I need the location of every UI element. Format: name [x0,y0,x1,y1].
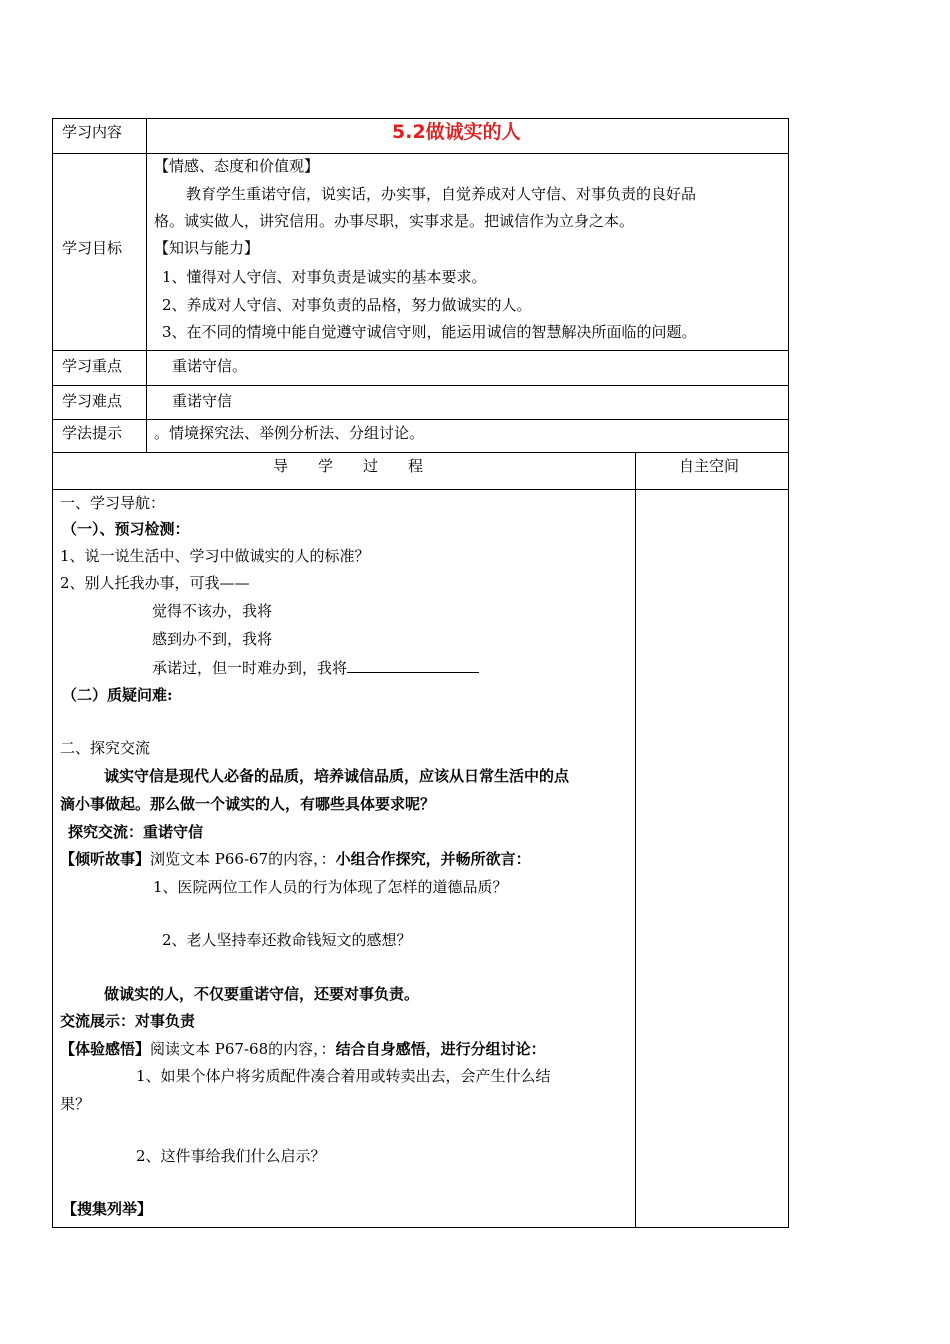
line-story-q1: 1、医院两位工作人员的行为体现了怎样的道德品质？ [153,878,508,896]
line-q1: 1、说一说生活中、学习中做诚实的人的标准？ [60,547,370,565]
method-value: 。情境探究法、举例分析法、分组讨论。 [154,424,425,442]
line-q2-b: 感到办不到，我将 [152,630,273,648]
self-space-header: 自主空间 [679,457,740,475]
goals-item-1: 1、懂得对人守信、对事负责是诚实的基本要求。 [162,268,487,286]
content-label: 学习内容 [62,123,123,141]
line-q2-c: 承诺过，但一时难办到，我将 [152,657,479,678]
focus-label: 学习重点 [62,357,123,375]
line-q2: 2、别人托我办事，可我—— [60,574,250,592]
difficulty-value: 重诺守信 [172,392,233,410]
rule-after-title [52,153,789,154]
line-intro-1: 诚实守信是现代人必备的品质，培养诚信品质，应该从日常生活中的点 [104,767,570,785]
line-exchange: 交流展示：对事负责 [60,1012,196,1030]
line-questions: （二）质疑问难: [62,686,173,704]
line-collect: 【搜集列举】 [62,1200,153,1218]
goals-attitude-line1: 教育学生重诺守信，说实话，办实事，自觉养成对人守信、对事负责的良好品 [186,185,697,203]
goals-item-3: 3、在不同的情境中能自觉遵守诚信守则，能运用诚信的智慧解决所面临的问题。 [162,323,697,341]
line-summary: 做诚实的人，不仅要重诺守信，还要对事负责。 [104,985,420,1003]
line-preview-check: （一）、预习检测： [62,520,190,538]
rule-after-focus [52,385,789,386]
line-q2-a: 觉得不该办，我将 [152,602,273,620]
rule-left [52,118,53,1228]
line-experience-q1-cont: 果？ [60,1095,91,1113]
method-label: 学法提示 [62,424,123,442]
line-explore-topic: 探究交流：重诺守信 [68,823,204,841]
goals-item-2: 2、养成对人守信、对事负责的品格，努力做诚实的人。 [162,296,532,314]
goals-attitude-line2: 格。诚实做人，讲究信用。办事尽职，实事求是。把诚信作为立身之本。 [154,212,635,230]
difficulty-label: 学习难点 [62,392,123,410]
line-experience: 【体验感悟】阅读文本 P67-68的内容，：结合自身感悟，进行分组讨论： [60,1040,546,1058]
rule-after-process-header [52,489,789,490]
line-explore: 二、探究交流 [60,739,151,757]
line-intro-2: 滴小事做起。那么做一个诚实的人，有哪些具体要求呢？ [60,795,436,813]
goals-heading-attitude: 【情感、态度和价值观】 [154,157,320,175]
rule-after-difficulty [52,419,789,420]
process-header: 导 学 过 程 [273,457,424,475]
rule-top [52,118,789,119]
goals-heading-knowledge: 【知识与能力】 [154,239,260,257]
answer-blank [347,657,479,673]
rule-after-method [52,452,789,453]
rule-space-column [635,452,636,1228]
rule-after-goals [52,350,789,351]
goals-label: 学习目标 [62,239,123,257]
line-navigation: 一、学习导航： [60,494,166,512]
line-experience-q2: 2、这件事给我们什么启示？ [136,1147,326,1165]
line-story: 【倾听故事】浏览文本 P66-67的内容，：小组合作探究，并畅所欲言： [60,850,531,868]
line-story-q2: 2、老人坚持奉还救命钱短文的感想？ [162,931,412,949]
rule-right [788,118,789,1228]
line-experience-q1: 1、如果个体户将劣质配件凑合着用或转卖出去，会产生什么结 [136,1067,551,1085]
rule-bottom [52,1227,789,1228]
rule-label-column [146,118,147,453]
focus-value: 重诺守信。 [172,357,248,375]
page-title: 5.2做诚实的人 [392,121,521,143]
